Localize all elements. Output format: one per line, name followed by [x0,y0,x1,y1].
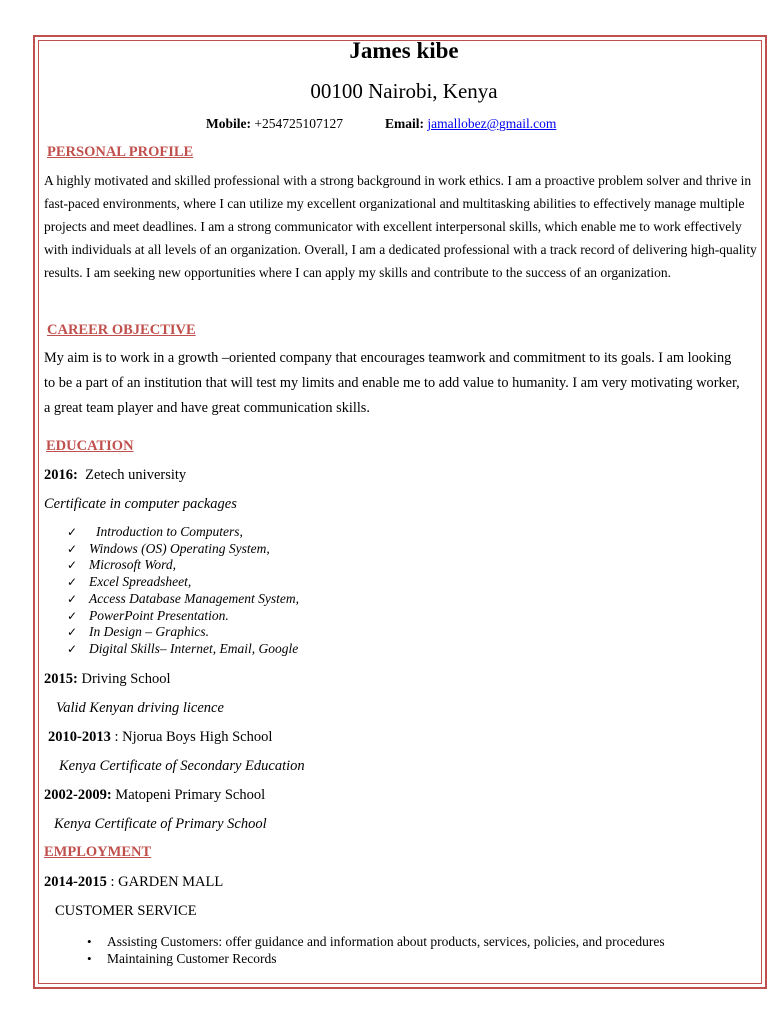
duty-item: • Maintaining Customer Records [87,951,277,966]
education-heading: EDUCATION [46,438,134,454]
education-entry [44,671,170,688]
course-item: ✓ In Design – Graphics. [67,624,209,640]
education-school: Driving School [77,671,171,687]
check-icon: ✓ [67,641,78,656]
education-school: Matopeni Primary School [111,787,266,803]
education-award: Kenya Certificate of Primary School [54,816,267,832]
career-objective-text: My aim is to work in a growth –oriented company that encourages teamwork and commitment to its goals. I am looking to be a part of an institution that will test my limits and enable me to add value to humanity. I am very motivating worker, a great team player and have great communication skills. [44,350,740,416]
education-entry [44,787,265,804]
course-list [43,524,299,658]
employment-heading: EMPLOYMENT [44,844,152,860]
check-icon: ✓ [67,608,78,623]
employment-entry [44,874,223,891]
duty-list [43,933,665,967]
career-objective-heading: CAREER OBJECTIVE [47,322,196,338]
duty-item: • Assisting Customers: offer guidance and information about products, services, policies, and procedures [87,934,665,949]
employment-employer: : GARDEN MALL [106,874,224,890]
education-award: Kenya Certificate of Secondary Education [59,758,305,774]
course-item: ✓ Digital Skills– Internet, Email, Google [67,640,299,656]
course-item: ✓ Introduction to Computers, [67,524,243,539]
candidate-name: James kibe [349,38,459,63]
mobile-label: Mobile: [206,116,251,131]
course-item: ✓ Windows (OS) Operating System, [67,540,270,556]
course-item: ✓ Microsoft Word, [67,557,177,573]
education-school: Zetech university [77,467,187,483]
education-award: Valid Kenyan driving licence [56,700,224,716]
check-icon: ✓ [67,541,78,556]
employment-role: CUSTOMER SERVICE [55,903,197,919]
check-icon: ✓ [67,525,78,539]
education-year: 2010-2013 [48,729,111,745]
email-label: Email: [385,116,424,131]
education-year: 2002-2009: [44,787,112,803]
education-school: : Njorua Boys High School [110,729,273,745]
education-entry [48,729,272,746]
check-icon: ✓ [67,591,78,606]
education-entry [44,467,186,484]
bullet-icon: • [87,951,92,966]
candidate-address: 00100 Nairobi, Kenya [310,79,498,103]
employment-period: 2014-2015 [44,874,107,890]
email-link[interactable]: jamallobez@gmail.com [427,116,557,131]
mobile-value: +254725107127 [254,116,343,131]
check-icon: ✓ [67,558,78,573]
bullet-icon: • [87,934,92,949]
course-item: ✓ PowerPoint Presentation. [67,607,229,623]
personal-profile-heading: PERSONAL PROFILE [47,144,194,160]
course-item: ✓ Access Database Management System, [67,590,299,606]
check-icon: ✓ [67,575,78,590]
education-award: Certificate in computer packages [44,496,237,512]
personal-profile-text: A highly motivated and skilled professional with a strong background in work ethics. I am a proactive problem solver and thrive in fast-paced environments, where I can utilize my excellent organizational and multitasking abilities to effectively manage multiple projects and meet deadlines. I am a strong communicator with excellent interpersonal skills, which enable me to work effectively with individuals at all levels of an organization. Overall, I am a dedicated professional with a track record of delivering high-quality results. I am seeking new opportunities where I can apply my skills and contribute to the success of an organization. [44,173,757,280]
education-year: 2015: [44,671,78,687]
education-year: 2016: [44,467,78,483]
contact-line [206,116,556,132]
check-icon: ✓ [67,625,78,640]
course-item: ✓ Excel Spreadsheet, [67,574,192,590]
